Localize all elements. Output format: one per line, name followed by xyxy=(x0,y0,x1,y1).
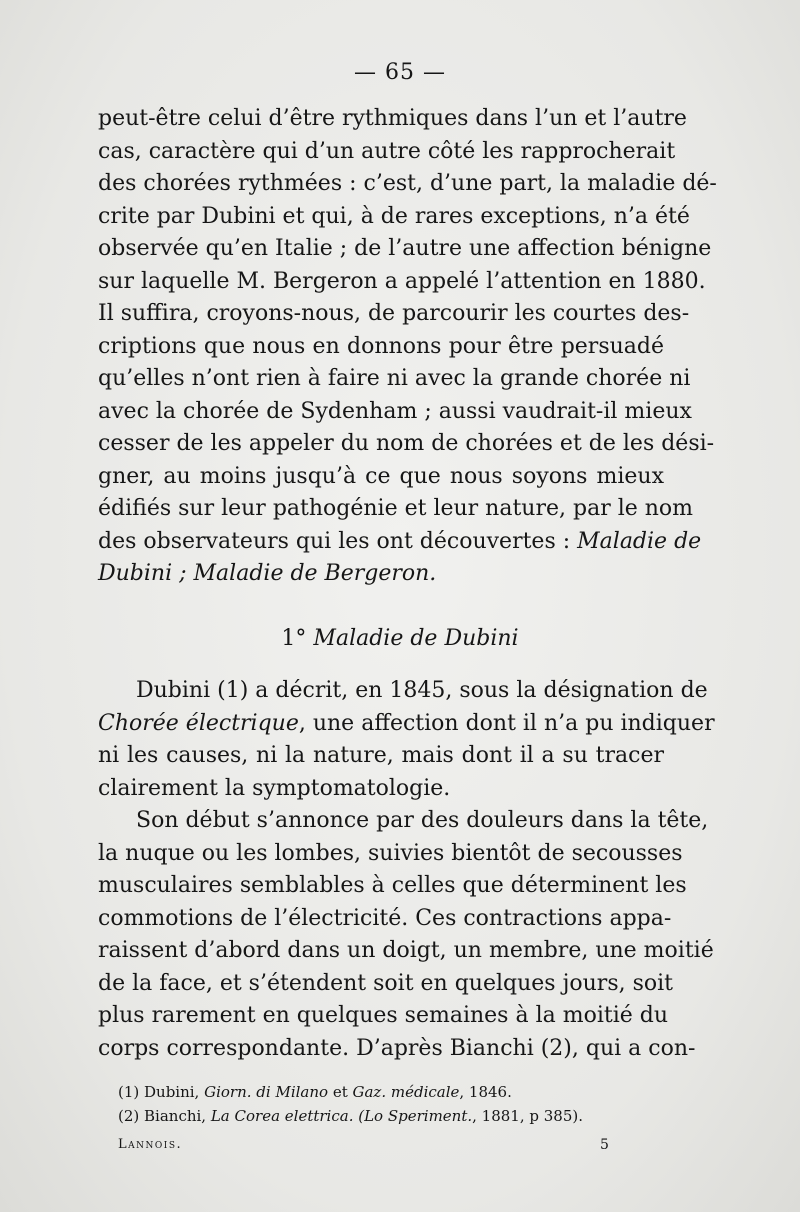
footnote-text: et xyxy=(328,1083,353,1101)
signature-number: 5 xyxy=(600,1137,609,1153)
footnote-text: (1) Dubini, xyxy=(118,1083,205,1101)
text-line: cesser de les appeler du nom de chorées et de les dési- xyxy=(98,431,715,456)
text-line: cas, caractère qui d’un autre côté les rapprocherait xyxy=(98,138,676,164)
text-line: criptions que nous en donnons pour être persuadé xyxy=(98,333,664,359)
text-line xyxy=(98,526,702,559)
text-line: édifiés sur leur pathogénie et leur nature, par le nom xyxy=(98,496,694,521)
footnote-italic: Gaz. médicale xyxy=(352,1083,460,1101)
text-line: sur laquelle M. Bergeron a appelé l’attention en 1880. xyxy=(98,268,706,294)
text-line: clairement la symptomatologie. xyxy=(98,775,451,801)
footnotes xyxy=(118,1080,618,1128)
text-line: peut-être celui d’être rythmiques dans l’un et l’autre xyxy=(98,106,687,131)
text-line: commotions de l’électricité. Ces contractions appa- xyxy=(98,905,672,931)
text-line: Il suffira, croyons-nous, de parcourir les courtes des- xyxy=(98,301,690,326)
italic-title-fragment: Maladie de xyxy=(577,528,702,554)
footnote-text: (2) Bianchi, xyxy=(118,1107,211,1125)
text-line xyxy=(98,708,715,741)
text-line: de la face, et s’étendent soit en quelques jours, soit xyxy=(98,970,674,996)
footnote-text: , 1881, p 385). xyxy=(472,1107,584,1125)
text-line: ni les causes, ni la nature, mais dont il a su tracer xyxy=(98,743,664,768)
paragraph-2-and-3 xyxy=(98,675,715,1065)
italic-title-line: Dubini ; Maladie de Bergeron. xyxy=(98,561,437,586)
text-line-rest: , une affection dont il n’a pu indiquer xyxy=(298,710,715,736)
text-line: des chorées rythmées : c’est, d’une part, la maladie dé- xyxy=(98,171,717,196)
text-line: la nuque ou les lombes, suivies bientôt de secousses xyxy=(98,840,683,866)
section-heading xyxy=(0,626,800,651)
text-line: observée qu’en Italie ; de l’autre une affection bénigne xyxy=(98,236,712,261)
section-title: Maladie de Dubini xyxy=(313,626,519,651)
footnote-1 xyxy=(118,1080,618,1104)
text-line: corps correspondante. D’après Bianchi (2), qui a con- xyxy=(98,1035,696,1061)
footnote-text: , 1846. xyxy=(459,1083,512,1101)
italic-term: Chorée électrique xyxy=(98,710,299,736)
text-line: qu’elles n’ont rien à faire ni avec la grande chorée ni xyxy=(98,366,691,391)
footnote-italic: La Corea elettrica. (Lo Speriment. xyxy=(210,1107,473,1125)
text-line-prefix: des observateurs qui les ont découvertes : xyxy=(98,528,578,554)
text-line: raissent d’abord dans un doigt, un membre, une moitié xyxy=(98,938,714,963)
text-line: musculaires semblables à celles que déterminent les xyxy=(98,873,687,898)
signature-mark: Lannois. xyxy=(118,1137,183,1152)
page-number-header: — 65 — xyxy=(354,60,446,85)
footnote-2 xyxy=(118,1104,618,1128)
paragraph-1 xyxy=(98,103,717,591)
text-line: plus rarement en quelques semaines à la moitié du xyxy=(98,1003,669,1028)
text-line: gner, au moins jusqu’à ce que nous soyons mieux xyxy=(98,463,664,489)
text-line: Dubini (1) a décrit, en 1845, sous la désignation de xyxy=(136,678,708,703)
section-number: 1° xyxy=(281,626,307,651)
text-line: avec la chorée de Sydenham ; aussi vaudrait-il mieux xyxy=(98,398,692,424)
text-line: crite par Dubini et qui, à de rares exceptions, n’a été xyxy=(98,203,690,229)
footnote-italic: Giorn. di Milano xyxy=(204,1083,329,1101)
text-line: Son début s’annonce par des douleurs dans la tête, xyxy=(136,808,709,833)
